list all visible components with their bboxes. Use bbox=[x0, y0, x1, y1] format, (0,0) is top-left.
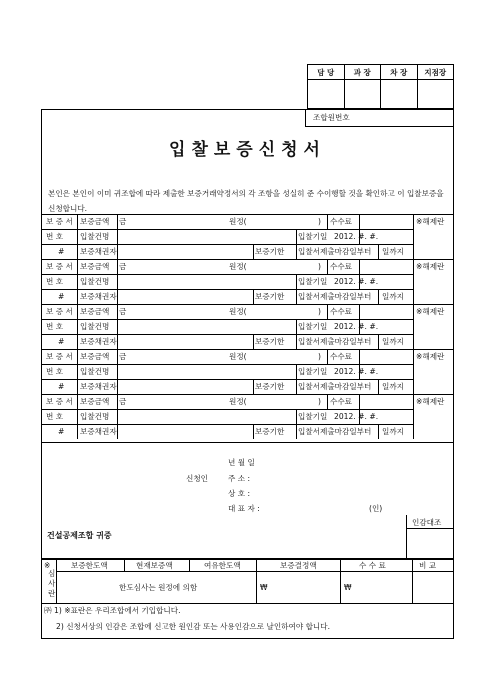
divider bbox=[413, 214, 414, 259]
amount-input[interactable] bbox=[132, 260, 227, 273]
divider bbox=[378, 379, 379, 394]
divider bbox=[378, 424, 379, 439]
divider bbox=[256, 558, 257, 603]
row-label: 번 호 bbox=[46, 367, 64, 376]
bid-item-label: 입찰건명 bbox=[80, 412, 110, 421]
seal-mark: (인) bbox=[369, 504, 383, 513]
bid-date-value: 2012. #. #. bbox=[334, 277, 379, 286]
won-mark: ₩ bbox=[260, 583, 268, 592]
days-input[interactable] bbox=[360, 335, 377, 348]
days-input[interactable] bbox=[360, 290, 377, 303]
address-label: 주 소 : bbox=[228, 474, 251, 483]
seal-check-box[interactable] bbox=[407, 529, 453, 557]
creditor-label: 보증채권자 bbox=[80, 247, 117, 256]
amount-label: 보증금액 bbox=[80, 262, 110, 271]
bid-item-input[interactable] bbox=[118, 230, 294, 243]
won-prefix: 금 bbox=[119, 397, 127, 406]
intro-text: 본인은 본인이 이미 귀조합에 따라 제출한 보증거래약정서의 각 조항을 성실히 준 수이행할 것을 확인하고 이 입찰보증을 신청합니다. bbox=[48, 189, 444, 213]
remark-label: ※해제란 bbox=[416, 352, 445, 361]
divider bbox=[41, 558, 454, 560]
addressee: 건설공제조합 귀중 bbox=[47, 531, 112, 540]
creditor-label: 보증채권자 bbox=[80, 337, 117, 346]
days-label: 일까지 bbox=[382, 292, 405, 301]
footnote: 2) 신청서상의 인감은 조합에 신고한 원인감 또는 사용인감으로 날인하여야 합니다. bbox=[56, 622, 331, 631]
divider bbox=[296, 229, 297, 259]
remark-label: ※해제란 bbox=[416, 397, 445, 406]
fee-input[interactable] bbox=[362, 305, 412, 318]
amount-label: 보증금액 bbox=[80, 397, 110, 406]
bid-date-value: 2012. #. #. bbox=[334, 367, 379, 376]
creditor-label: 보증채권자 bbox=[80, 427, 117, 436]
row-label: 보 증 서 bbox=[46, 307, 73, 316]
creditor-input[interactable] bbox=[118, 245, 251, 258]
creditor-label: 보증채권자 bbox=[80, 382, 117, 391]
bid-item-input[interactable] bbox=[118, 365, 294, 378]
creditor-input[interactable] bbox=[118, 425, 251, 438]
period-label: 보증기한 bbox=[255, 292, 285, 301]
row-label: 보 증 서 bbox=[46, 262, 73, 271]
bid-date-label: 입찰기일 bbox=[298, 367, 328, 376]
days-input[interactable] bbox=[360, 380, 377, 393]
bid-item-label: 입찰건명 bbox=[80, 277, 110, 286]
remark-label: ※해제란 bbox=[416, 307, 445, 316]
won-prefix: 금 bbox=[119, 352, 127, 361]
divider bbox=[305, 109, 306, 126]
divider bbox=[413, 259, 414, 304]
company-label: 상 호 : bbox=[228, 489, 251, 498]
bid-date-label: 입찰기일 bbox=[298, 322, 328, 331]
creditor-input[interactable] bbox=[118, 380, 251, 393]
row-label: # bbox=[58, 292, 65, 301]
approval-sign-box[interactable] bbox=[417, 80, 454, 109]
fee-label: 수수료 bbox=[330, 307, 353, 316]
amount-input[interactable] bbox=[132, 395, 227, 408]
approval-sign-box[interactable] bbox=[344, 80, 381, 109]
divider bbox=[41, 442, 454, 443]
date-line: 년 월 일 bbox=[228, 458, 255, 467]
fee-label: 수수료 bbox=[330, 217, 353, 226]
period-value: 입찰서제출마감일부터 bbox=[298, 427, 372, 436]
approval-label: 차 장 bbox=[381, 65, 418, 80]
review-header: 보증결정액 bbox=[280, 561, 317, 570]
period-value: 입찰서제출마감일부터 bbox=[298, 247, 372, 256]
days-input[interactable] bbox=[360, 425, 377, 438]
approval-label: 담 당 bbox=[308, 65, 345, 80]
divider bbox=[340, 558, 341, 603]
days-input[interactable] bbox=[360, 245, 377, 258]
bid-item-input[interactable] bbox=[118, 275, 294, 288]
fee-label: 수수료 bbox=[330, 352, 353, 361]
divider bbox=[296, 364, 297, 394]
divider bbox=[56, 558, 57, 603]
amount-input[interactable] bbox=[132, 215, 227, 228]
divider bbox=[77, 304, 78, 349]
days-label: 일까지 bbox=[382, 337, 405, 346]
period-value: 입찰서제출마감일부터 bbox=[298, 292, 372, 301]
row-label: 보 증 서 bbox=[46, 397, 73, 406]
amount-input[interactable] bbox=[132, 305, 227, 318]
bid-date-value: 2012. #. #. bbox=[334, 232, 379, 241]
won-mark: ₩ bbox=[344, 583, 352, 592]
fee-input[interactable] bbox=[362, 260, 412, 273]
won-close: ) bbox=[318, 397, 321, 406]
won-close: ) bbox=[318, 262, 321, 271]
approval-box bbox=[307, 64, 454, 109]
period-value: 입찰서제출마감일부터 bbox=[298, 337, 372, 346]
row-label: # bbox=[58, 337, 65, 346]
divider bbox=[77, 259, 78, 304]
won-close: ) bbox=[318, 217, 321, 226]
divider bbox=[296, 409, 297, 439]
period-label: 보증기한 bbox=[255, 382, 285, 391]
won-prefix: 금 bbox=[119, 217, 127, 226]
won-prefix: 금 bbox=[119, 262, 127, 271]
review-side: 심 bbox=[48, 569, 56, 578]
won-prefix: 금 bbox=[119, 307, 127, 316]
review-side: 사 bbox=[48, 579, 56, 588]
divider bbox=[253, 244, 254, 259]
ceo-label: 대 표 자 : bbox=[228, 504, 260, 513]
divider bbox=[413, 304, 414, 349]
bid-date-value: 2012. #. #. bbox=[334, 322, 379, 331]
divider bbox=[253, 289, 254, 304]
row-label: 번 호 bbox=[46, 412, 64, 421]
footnote: ㈜ 1) ※표란은 우리조합에서 기입합니다. bbox=[44, 606, 181, 615]
won-close: ) bbox=[318, 352, 321, 361]
won-open: 원정( bbox=[229, 397, 247, 406]
fee-label: 수수료 bbox=[330, 262, 353, 271]
divider bbox=[305, 126, 454, 127]
divider bbox=[253, 424, 254, 439]
approval-label: 지점장 bbox=[417, 65, 454, 80]
fee-input[interactable] bbox=[362, 350, 412, 363]
approval-sign-box[interactable] bbox=[308, 80, 345, 109]
row-label: 번 호 bbox=[46, 322, 64, 331]
divider bbox=[56, 571, 454, 572]
review-header: 여유한도액 bbox=[204, 561, 241, 570]
bid-item-label: 입찰건명 bbox=[80, 322, 110, 331]
divider bbox=[77, 214, 78, 259]
period-label: 보증기한 bbox=[255, 247, 285, 256]
divider bbox=[327, 214, 328, 229]
review-header: 수 수 료 bbox=[359, 561, 386, 570]
bid-item-label: 입찰건명 bbox=[80, 232, 110, 241]
row-label: # bbox=[58, 427, 65, 436]
divider bbox=[296, 274, 297, 304]
divider bbox=[327, 349, 328, 364]
fee-input[interactable] bbox=[362, 395, 412, 408]
remark-label: ※해제란 bbox=[416, 262, 445, 271]
divider bbox=[327, 304, 328, 319]
days-label: 일까지 bbox=[382, 247, 405, 256]
review-header: 비 교 bbox=[419, 561, 437, 570]
bid-date-label: 입찰기일 bbox=[298, 412, 328, 421]
row-label: 번 호 bbox=[46, 277, 64, 286]
days-label: 일까지 bbox=[382, 382, 405, 391]
review-side: 란 bbox=[48, 589, 56, 598]
creditor-input[interactable] bbox=[118, 290, 251, 303]
divider bbox=[77, 394, 78, 439]
creditor-label: 보증채권자 bbox=[80, 292, 117, 301]
row-label: # bbox=[58, 382, 65, 391]
divider bbox=[412, 558, 413, 603]
bid-date-label: 입찰기일 bbox=[298, 232, 328, 241]
amount-input[interactable] bbox=[132, 350, 227, 363]
divider bbox=[413, 394, 414, 439]
remark-label: ※해제란 bbox=[416, 217, 445, 226]
review-header: 현재보증액 bbox=[136, 561, 173, 570]
bid-date-value: 2012. #. #. bbox=[334, 412, 379, 421]
divider bbox=[413, 349, 414, 394]
review-note: 한도심사는 원정에 의함 bbox=[119, 583, 198, 592]
divider bbox=[41, 603, 454, 604]
review-mark: ※ bbox=[44, 561, 51, 570]
seal-check-label: 인감대조 bbox=[412, 518, 442, 527]
won-open: 원정( bbox=[229, 307, 247, 316]
period-label: 보증기한 bbox=[255, 337, 285, 346]
won-open: 원정( bbox=[229, 217, 247, 226]
row-label: # bbox=[58, 247, 65, 256]
won-open: 원정( bbox=[229, 262, 247, 271]
applicant-label: 신청인 bbox=[186, 474, 209, 483]
bid-item-input[interactable] bbox=[118, 320, 294, 333]
divider bbox=[253, 334, 254, 349]
divider bbox=[124, 558, 125, 571]
amount-label: 보증금액 bbox=[80, 352, 110, 361]
divider bbox=[378, 289, 379, 304]
fee-input[interactable] bbox=[362, 215, 412, 228]
member-no-label: 조합원번호 bbox=[313, 113, 350, 122]
bid-date-label: 입찰기일 bbox=[298, 277, 328, 286]
period-value: 입찰서제출마감일부터 bbox=[298, 382, 372, 391]
row-label: 번 호 bbox=[46, 232, 64, 241]
amount-label: 보증금액 bbox=[80, 307, 110, 316]
divider bbox=[296, 319, 297, 349]
period-label: 보증기한 bbox=[255, 427, 285, 436]
won-open: 원정( bbox=[229, 352, 247, 361]
divider bbox=[189, 558, 190, 571]
divider bbox=[378, 334, 379, 349]
divider bbox=[77, 349, 78, 394]
divider bbox=[378, 244, 379, 259]
page-title: 입찰보증신청서 bbox=[169, 140, 326, 160]
bid-item-label: 입찰건명 bbox=[80, 367, 110, 376]
row-label: 보 증 서 bbox=[46, 352, 73, 361]
approval-label: 과 장 bbox=[344, 65, 381, 80]
days-label: 일까지 bbox=[382, 427, 405, 436]
approval-sign-box[interactable] bbox=[381, 80, 418, 109]
review-header: 보증한도액 bbox=[71, 561, 108, 570]
fee-label: 수수료 bbox=[330, 397, 353, 406]
creditor-input[interactable] bbox=[118, 335, 251, 348]
amount-label: 보증금액 bbox=[80, 217, 110, 226]
divider bbox=[327, 259, 328, 274]
divider bbox=[327, 394, 328, 409]
row-label: 보 증 서 bbox=[46, 217, 73, 226]
bid-item-input[interactable] bbox=[118, 410, 294, 423]
divider bbox=[253, 379, 254, 394]
won-close: ) bbox=[318, 307, 321, 316]
